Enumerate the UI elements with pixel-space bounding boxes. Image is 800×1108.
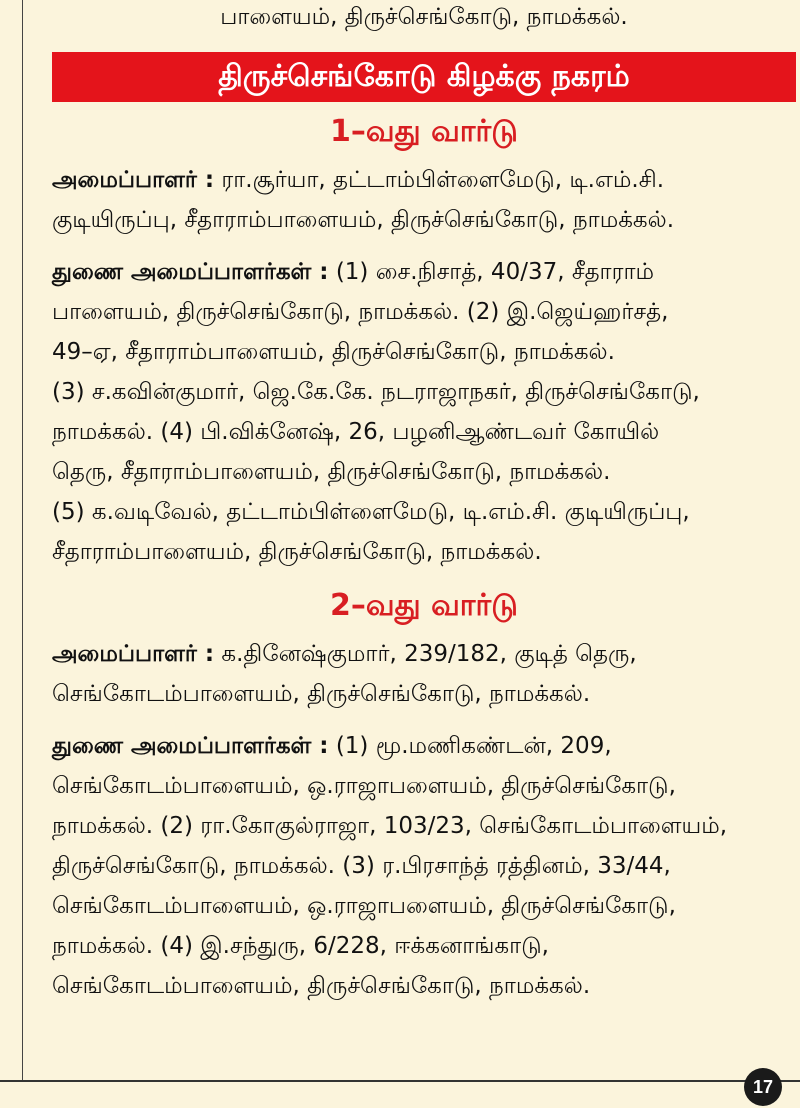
organizer-block xyxy=(52,634,796,714)
ward-2 xyxy=(52,584,796,1006)
document-page xyxy=(52,0,796,1018)
deputy-line: சீதாராம்பாளையம், திருச்செங்கோடு, நாமக்கல். xyxy=(52,539,542,565)
deputy-text: (1) சை.நிசாத், 40/37, சீதாராம் xyxy=(335,259,654,285)
ward-title: 2–வது வார்டு xyxy=(330,588,518,623)
deputy-block xyxy=(52,726,796,1006)
deputy-line: (3) ச.கவின்குமார், ஜெ.கே.கே. நடராஜாநகர், திருச்செங்கோடு, xyxy=(52,379,700,405)
deputy-line: நாமக்கல். (4) இ.சந்துரு, 6/228, ஈக்கனாங்காடு, xyxy=(52,933,549,959)
deputy-line: திருச்செங்கோடு, நாமக்கல். (3) ர.பிரசாந்த் ரத்தினம், 33/44, xyxy=(52,853,671,879)
page-number-badge: 17 xyxy=(744,1068,782,1106)
deputy-label: துணை அமைப்பாளர்கள் : xyxy=(52,733,329,759)
deputy-line: நாமக்கல். (2) ரா.கோகுல்ராஜா, 103/23, செங்கோடம்பாளையம், xyxy=(52,813,728,839)
organizer-line xyxy=(52,634,796,674)
deputy-line: பாளையம், திருச்செங்கோடு, நாமக்கல். (2) இ.ஜெய்ஹர்சத், xyxy=(52,299,669,325)
deputy-line: நாமக்கல். (4) பி.விக்னேஷ், 26, பழனிஆண்டவர் கோயில் xyxy=(52,419,660,445)
organizer-text: க.தினேஷ்குமார், 239/182, குடித் தெரு, xyxy=(221,641,637,667)
organizer-text: ரா.சூர்யா, தட்டாம்பிள்ளைமேடு, டி.எம்.சி. xyxy=(221,167,665,193)
deputy-label: துணை அமைப்பாளர்கள் : xyxy=(52,259,329,285)
deputy-line xyxy=(52,726,796,766)
organizer-line: குடியிருப்பு, சீதாராம்பாளையம், திருச்செங்கோடு, நாமக்கல். xyxy=(52,207,675,233)
deputy-line: செங்கோடம்பாளையம், ஒ.ராஜாபளையம், திருச்செங்கோடு, xyxy=(52,773,676,799)
bottom-rule xyxy=(0,1080,800,1082)
ward-title: 1–வது வார்டு xyxy=(330,114,518,149)
organizer-block xyxy=(52,160,796,240)
deputy-line: (5) க.வடிவேல், தட்டாம்பிள்ளைமேடு, டி.எம்.சி. குடியிருப்பு, xyxy=(52,499,690,525)
deputy-line: 49–ஏ, சீதாராம்பாளையம், திருச்செங்கோடு, நாமக்கல். xyxy=(52,339,615,365)
deputy-line: செங்கோடம்பாளையம், ஒ.ராஜாபளையம், திருச்செங்கோடு, xyxy=(52,893,676,919)
organizer-line: செங்கோடம்பாளையம், திருச்செங்கோடு, நாமக்கல். xyxy=(52,681,591,707)
organizer-label: அமைப்பாளர் : xyxy=(52,641,215,667)
deputy-line xyxy=(52,252,796,292)
section-banner: திருச்செங்கோடு கிழக்கு நகரம் xyxy=(52,52,796,102)
deputy-block xyxy=(52,252,796,572)
deputy-line: செங்கோடம்பாளையம், திருச்செங்கோடு, நாமக்கல். xyxy=(52,973,591,999)
ward-1 xyxy=(52,110,796,572)
page-margin-rule xyxy=(0,0,23,1080)
deputy-line: தெரு, சீதாராம்பாளையம், திருச்செங்கோடு, நாமக்கல். xyxy=(52,459,611,485)
organizer-line xyxy=(52,160,796,200)
organizer-label: அமைப்பாளர் : xyxy=(52,167,215,193)
deputy-text: (1) மூ.மணிகண்டன், 209, xyxy=(335,733,612,759)
continuation-line: பாளையம், திருச்செங்கோடு, நாமக்கல். xyxy=(220,4,628,30)
